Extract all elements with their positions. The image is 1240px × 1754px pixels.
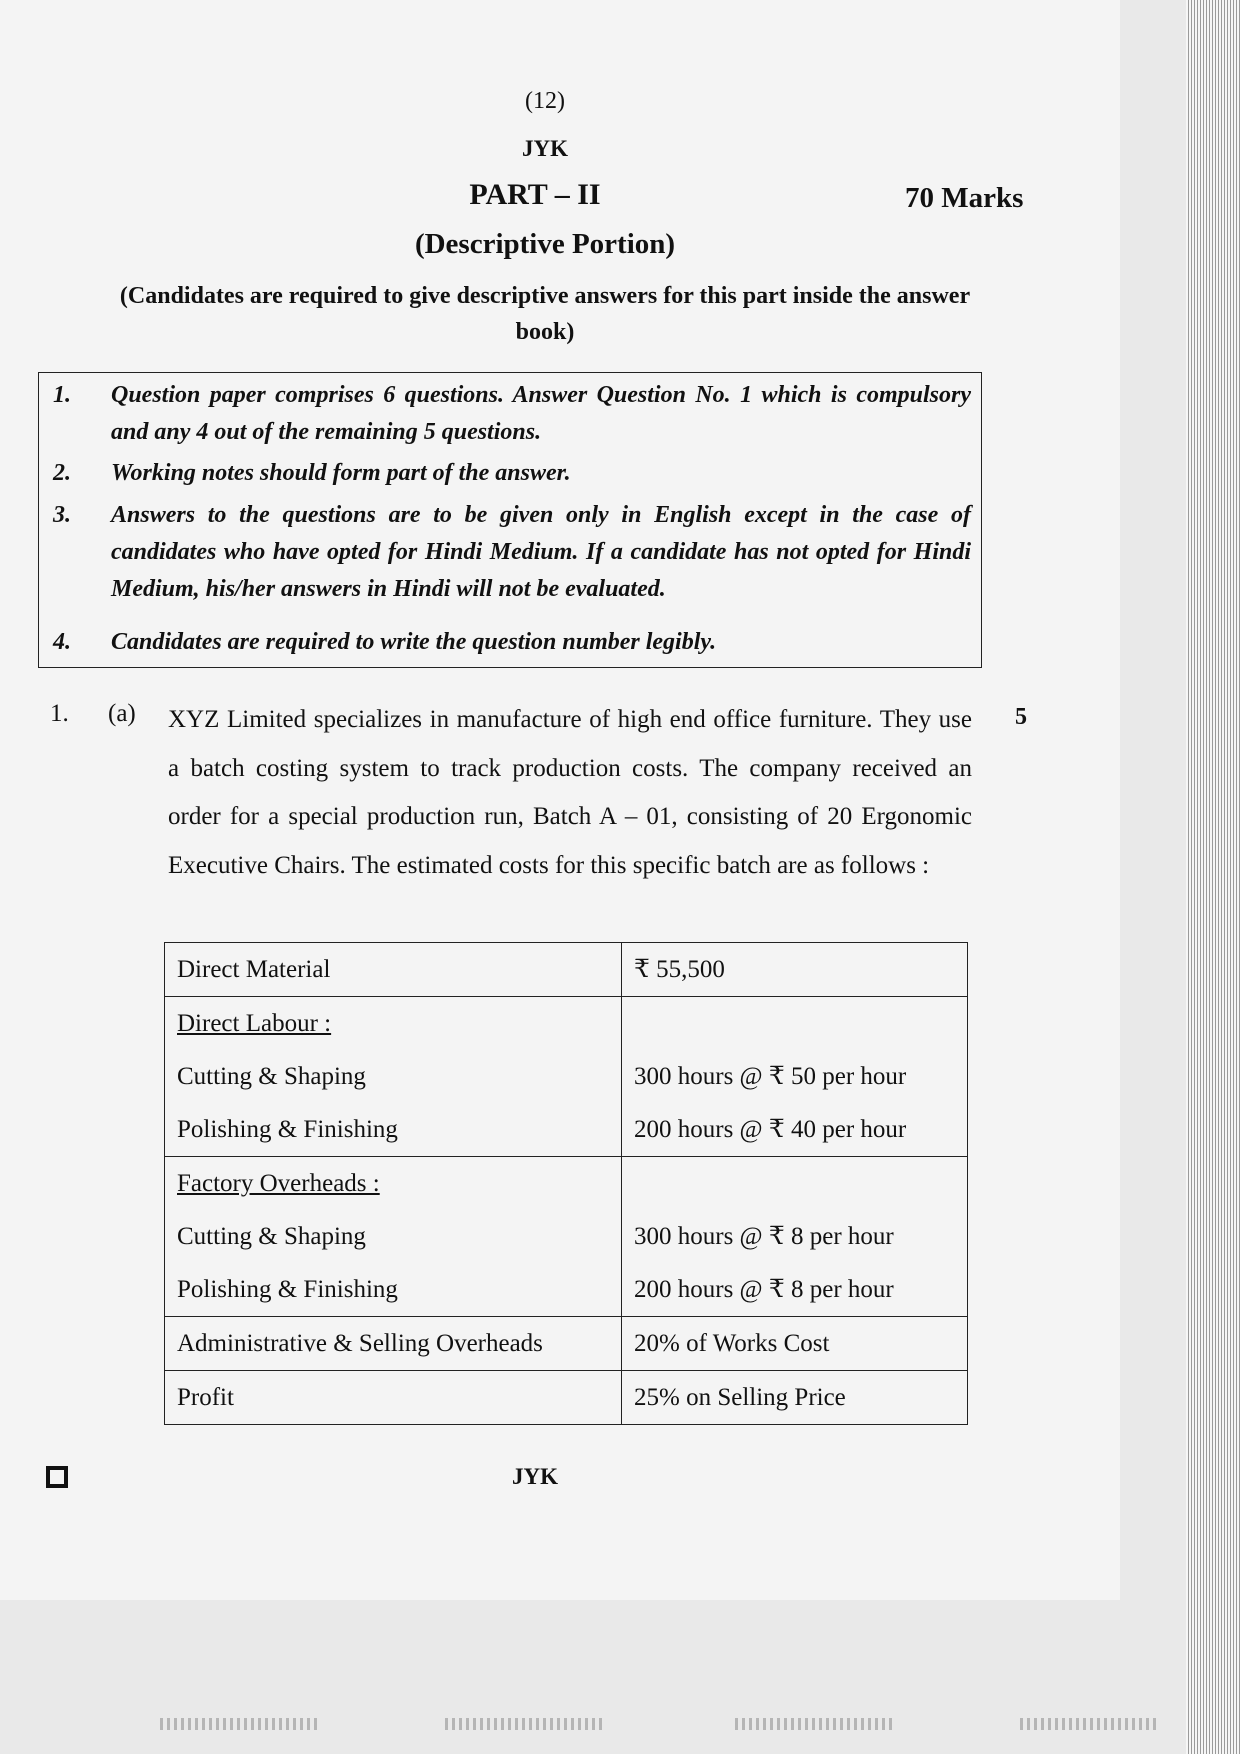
- page-stack-edge: [1186, 0, 1240, 1754]
- instruction-number: 2.: [53, 460, 71, 486]
- question-part: (a): [108, 700, 136, 727]
- admin-selling-label: Administrative & Selling Overheads: [177, 1330, 543, 1357]
- direct-material-label: Direct Material: [177, 956, 331, 983]
- instruction-text: Question paper comprises 6 questions. Answer Question No. 1 which is compulsory and any 4 out of the remaining 5 questions.: [111, 382, 971, 445]
- table-cell: [165, 943, 622, 997]
- factory-overheads-heading: [165, 1157, 621, 1210]
- part-title: PART – II: [469, 178, 601, 211]
- overheads-cutting-label: Cutting & Shaping: [177, 1223, 366, 1250]
- scan-artifact: [445, 1718, 605, 1730]
- total-marks: 70 Marks: [905, 182, 1024, 214]
- batch-cost-table: [164, 942, 968, 1425]
- table-row: [165, 1317, 968, 1371]
- instruction-number: 4.: [53, 629, 71, 655]
- section-subtitle: (Descriptive Portion): [414, 228, 676, 260]
- direct-material-value: ₹ 55,500: [634, 956, 725, 983]
- instruction-number: 3.: [53, 502, 71, 528]
- admin-selling-value: 20% of Works Cost: [634, 1330, 830, 1357]
- table-cell: [622, 1371, 968, 1425]
- direct-labour-heading-text: Direct Labour :: [177, 1010, 332, 1037]
- labour-cutting-value: 300 hours @ ₹ 50 per hour: [634, 1063, 907, 1090]
- overheads-cutting-value: 300 hours @ ₹ 8 per hour: [634, 1223, 894, 1250]
- question-text: XYZ Limited specializes in manufacture of high end office furniture. They use a batch costing system to track production costs. The company received an order for a special production run, Batch A – 01, consisting of 20 Ergonomic Executive Chairs. The estimated costs for this specific batch are as follows :: [168, 706, 972, 879]
- factory-overheads-heading-text: Factory Overheads :: [177, 1170, 380, 1197]
- scan-artifact: [735, 1718, 895, 1730]
- profit-value: 25% on Selling Price: [634, 1384, 846, 1411]
- table-row: [165, 943, 968, 997]
- table-cell: [622, 1157, 968, 1317]
- labour-cutting-label: Cutting & Shaping: [177, 1063, 366, 1090]
- table-cell: [165, 1371, 622, 1425]
- question-marks: 5: [1015, 704, 1027, 730]
- paper-code-header: JYK: [522, 136, 568, 161]
- table-cell: [165, 1317, 622, 1371]
- instruction-text: Candidates are required to write the question number legibly.: [111, 629, 717, 655]
- table-cell: [165, 1157, 622, 1317]
- answer-book-note: (Candidates are required to give descriptive answers for this part inside the answer book): [119, 283, 971, 345]
- overheads-polishing-value: 200 hours @ ₹ 8 per hour: [634, 1276, 894, 1303]
- instruction-text: Working notes should form part of the answer.: [111, 460, 571, 486]
- scan-artifact: [1020, 1718, 1160, 1730]
- table-cell: [165, 997, 622, 1157]
- table-row: [165, 997, 968, 1157]
- table-cell: [622, 943, 968, 997]
- overheads-polishing-label: Polishing & Finishing: [177, 1276, 398, 1303]
- instruction-text: Answers to the questions are to be given only in English except in the case of candidates who have opted for Hindi Medium. If a candidate has not opted for Hindi Medium, his/her answers in Hindi will not be evaluated.: [111, 502, 971, 602]
- table-row: [165, 1157, 968, 1317]
- question-number: 1.: [50, 700, 69, 727]
- table-row: [165, 1371, 968, 1425]
- table-cell: [622, 997, 968, 1157]
- paper-code-footer: JYK: [512, 1464, 558, 1489]
- labour-polishing-value: 200 hours @ ₹ 40 per hour: [634, 1116, 907, 1143]
- labour-polishing-label: Polishing & Finishing: [177, 1116, 398, 1143]
- page-number: (12): [525, 88, 565, 114]
- direct-labour-heading: [165, 997, 621, 1050]
- instructions-box: [38, 372, 982, 668]
- table-cell: [622, 1317, 968, 1371]
- instruction-number: 1.: [53, 382, 71, 408]
- profit-label: Profit: [177, 1384, 234, 1411]
- scan-artifact: [160, 1718, 320, 1730]
